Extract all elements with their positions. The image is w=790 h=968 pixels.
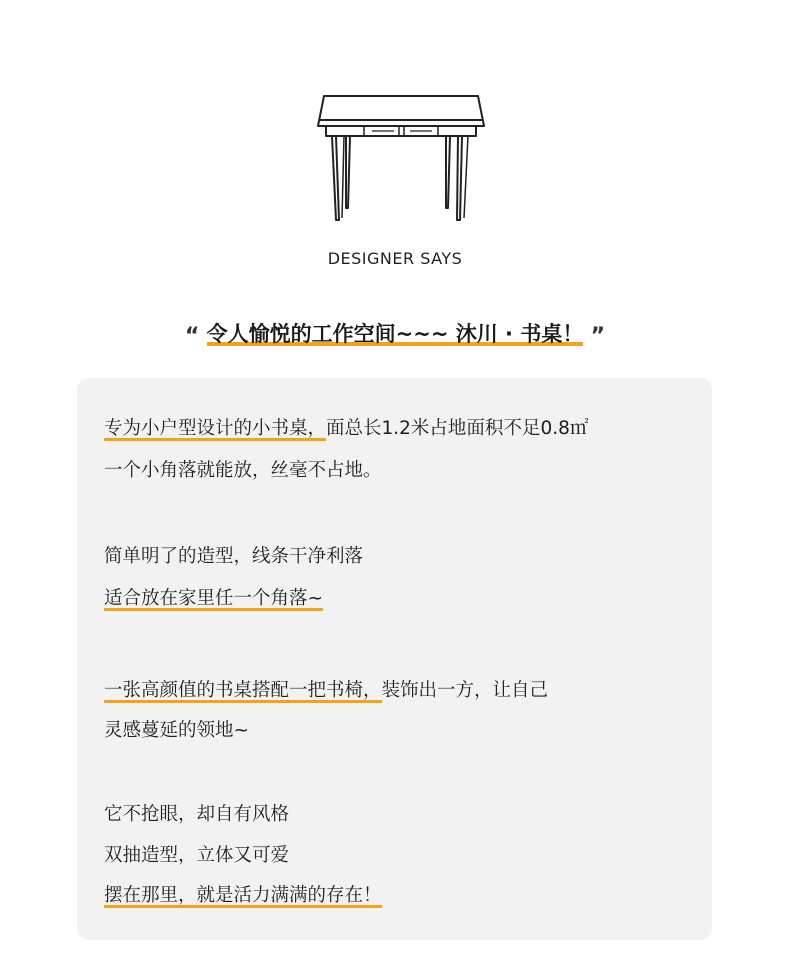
desk-icon [316,92,486,228]
close-quote: ” [590,324,606,349]
highlight-text: 专为小户型设计的小书桌， [104,418,326,443]
headline-text: 令人愉悦的工作空间~~~ 沐川 · 书桌！ [207,322,584,349]
text-line [104,716,249,742]
text-line [104,676,548,702]
plain-text: 灵感蔓延的领地~ [104,720,250,741]
plain-text: 双抽造型，立体又可爱 [104,845,290,866]
headline [0,318,790,349]
text-line [104,414,588,440]
text-line [104,841,289,867]
plain-text: 简单明了的造型，线条干净利落 [104,546,364,567]
plain-text: 它不抢眼，却自有风格 [104,804,290,825]
text-line [104,881,382,907]
text-line [104,584,323,610]
plain-text: 一个小角落就能放，丝毫不占地。 [104,460,382,481]
text-line [104,542,363,568]
text-line [104,456,382,482]
plain-text: 面总长1.2米占地面积不足0.8㎡ [326,418,589,439]
plain-text: 装饰出一方，让自己 [381,680,549,701]
highlight-text: 摆在那里，就是活力满满的存在！ [104,885,382,910]
highlight-text: 适合放在家里任一个角落~ [104,588,323,613]
open-quote: “ [184,324,200,349]
highlight-text: 一张高颜值的书桌搭配一把书椅， [104,680,382,705]
designer-says-label: DESIGNER SAYS [327,249,463,268]
text-line [104,800,289,826]
